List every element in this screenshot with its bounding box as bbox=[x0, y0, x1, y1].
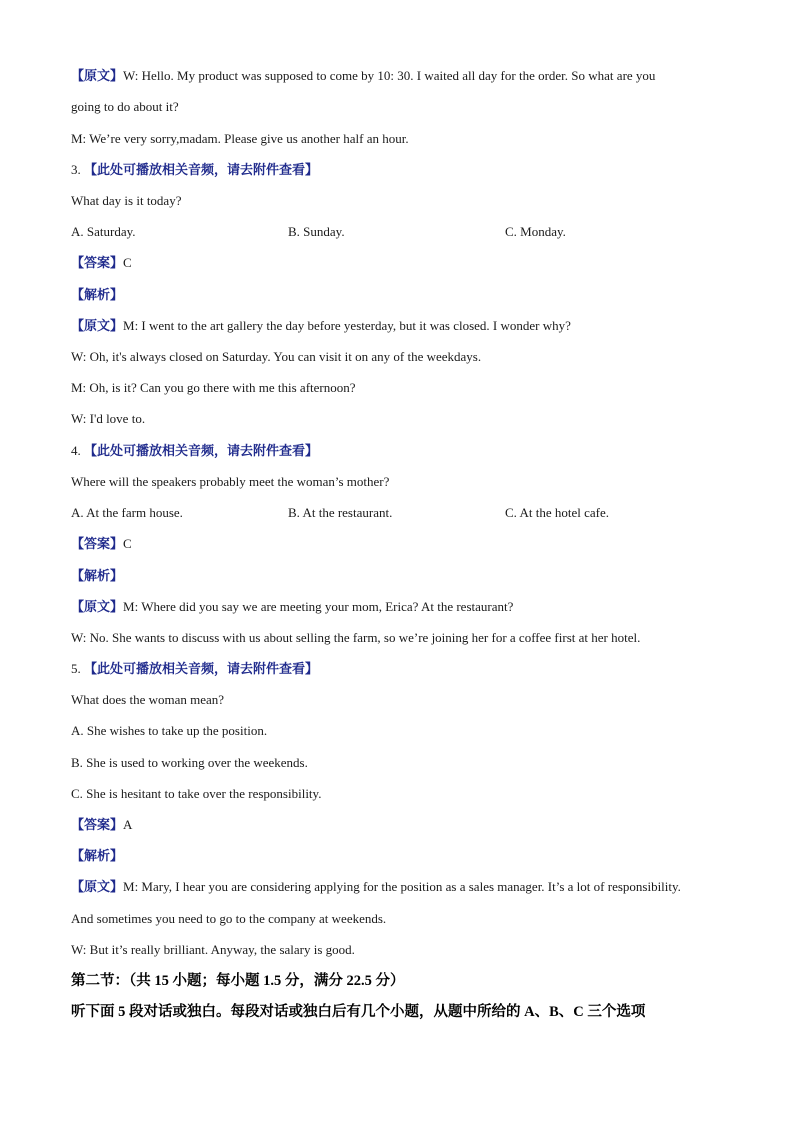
q3-option-a: A. Saturday. bbox=[71, 224, 136, 239]
q3-option-c: C. Monday. bbox=[505, 224, 566, 239]
section2-heading: 第二节：（共 15 小题；每小题 1.5 分，满分 22.5 分） bbox=[71, 973, 405, 989]
q3-header: 3. 【此处可播放相关音频，请去附件查看】 bbox=[71, 162, 319, 177]
q3-answer: 【答案】C bbox=[71, 255, 132, 270]
section2-instruction: 听下面 5 段对话或独白。每段对话或独白后有几个小题，从题中所给的 A、B、C 三个选项 bbox=[71, 1004, 646, 1020]
q4-answer: 【答案】C bbox=[71, 536, 132, 551]
q4-transcript-line: W: No. She wants to discuss with us about selling the farm, so we’re joining her for a coffee first at her hotel. bbox=[71, 630, 641, 645]
q5-analysis-tag: 【解析】 bbox=[71, 848, 124, 863]
q4-option-b: B. At the restaurant. bbox=[288, 505, 393, 520]
q2-transcript-line: 【原文】W: Hello. My product was supposed to come by 10: 30. I waited all day for the order. So what are you bbox=[71, 68, 656, 83]
q4-question: Where will the speakers probably meet the woman’s mother? bbox=[71, 474, 390, 489]
q5-question: What does the woman mean? bbox=[71, 692, 225, 707]
q4-option-c: C. At the hotel cafe. bbox=[505, 505, 609, 520]
q5-option-a: A. She wishes to take up the position. bbox=[71, 723, 268, 738]
audio-note[interactable]: 【此处可播放相关音频，请去附件查看】 bbox=[84, 443, 319, 458]
q5-transcript-line: 【原文】M: Mary, I hear you are considering applying for the position as a sales manager. It’s a lot of responsibility. bbox=[71, 879, 681, 894]
q3-analysis-tag: 【解析】 bbox=[71, 287, 124, 302]
q2-transcript-line: M: We’re very sorry,madam. Please give us another half an hour. bbox=[71, 131, 409, 146]
audio-note[interactable]: 【此处可播放相关音频，请去附件查看】 bbox=[84, 661, 319, 676]
q3-transcript-line: M: Oh, is it? Can you go there with me this afternoon? bbox=[71, 380, 356, 395]
audio-note[interactable]: 【此处可播放相关音频，请去附件查看】 bbox=[84, 162, 319, 177]
q5-answer: 【答案】A bbox=[71, 817, 133, 832]
q5-header: 5. 【此处可播放相关音频，请去附件查看】 bbox=[71, 661, 319, 676]
q3-transcript-line: W: I'd love to. bbox=[71, 411, 146, 426]
q5-transcript-line: W: But it’s really brilliant. Anyway, the salary is good. bbox=[71, 942, 355, 957]
transcript-tag: 【原文】 bbox=[71, 68, 124, 83]
q3-question: What day is it today? bbox=[71, 193, 182, 208]
q3-transcript-line: 【原文】M: I went to the art gallery the day before yesterday, but it was closed. I wonder why? bbox=[71, 318, 571, 333]
q5-transcript-line: And sometimes you need to go to the company at weekends. bbox=[71, 911, 387, 926]
q4-option-a: A. At the farm house. bbox=[71, 505, 183, 520]
q4-transcript-line: 【原文】M: Where did you say we are meeting your mom, Erica? At the restaurant? bbox=[71, 599, 514, 614]
q2-transcript-line: going to do about it? bbox=[71, 99, 179, 114]
q3-transcript-line: W: Oh, it's always closed on Saturday. You can visit it on any of the weekdays. bbox=[71, 349, 482, 364]
q5-option-c: C. She is hesitant to take over the responsibility. bbox=[71, 786, 322, 801]
q4-analysis-tag: 【解析】 bbox=[71, 568, 124, 583]
q4-header: 4. 【此处可播放相关音频，请去附件查看】 bbox=[71, 443, 319, 458]
q5-option-b: B. She is used to working over the weekends. bbox=[71, 755, 308, 770]
q3-option-b: B. Sunday. bbox=[288, 224, 345, 239]
